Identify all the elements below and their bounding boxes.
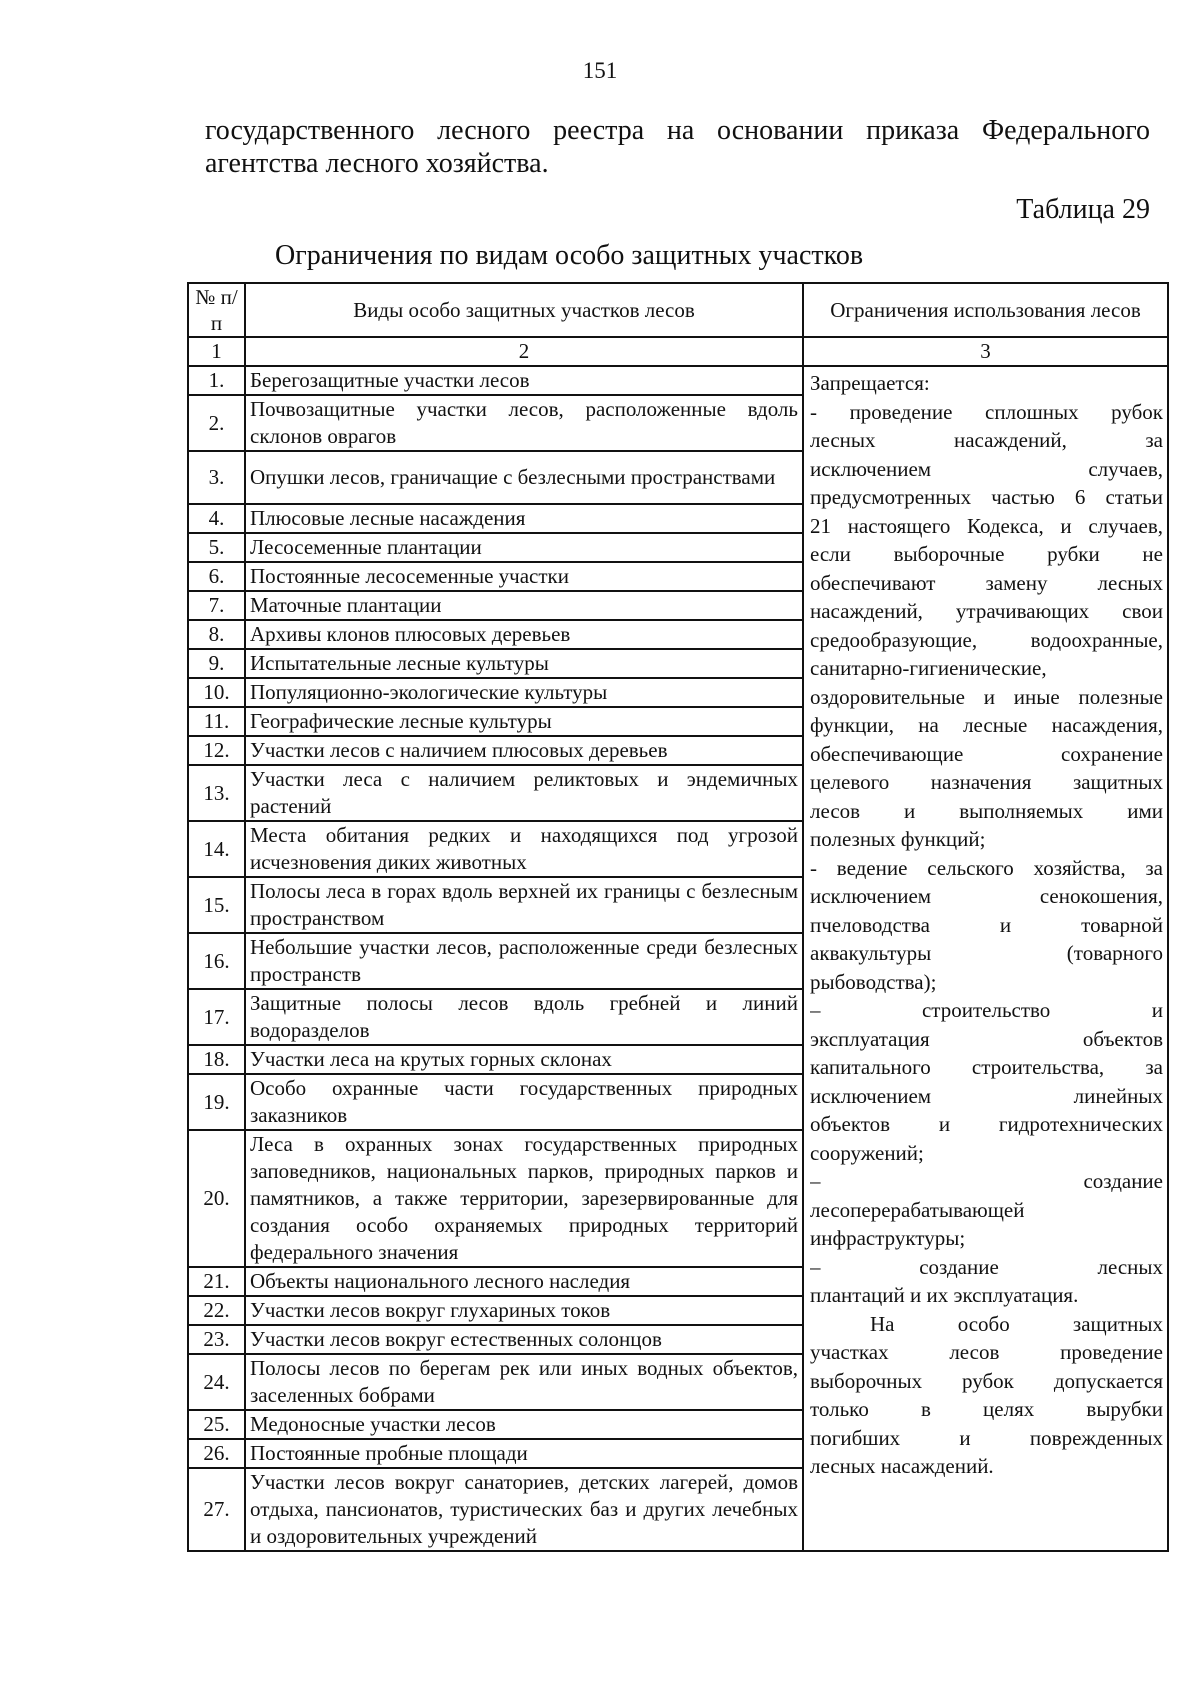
row-number: 20. <box>188 1130 245 1267</box>
restriction-text-line: целевого назначения защитных <box>810 770 1163 794</box>
restriction-text-line: - проведение сплошных рубок <box>810 399 1163 424</box>
row-number: 21. <box>188 1267 245 1296</box>
restriction-text-line: исключением линейных <box>810 1083 1163 1108</box>
row-number: 27. <box>188 1468 245 1551</box>
restriction-text-line: капитального строительства, за <box>810 1055 1163 1079</box>
row-number: 17. <box>188 989 245 1045</box>
restriction-text-line: Запрещается: <box>810 371 930 395</box>
restriction-text-line: санитарно-гигиенические, <box>810 656 1047 680</box>
header-num: № п/п <box>188 283 245 337</box>
row-number: 1. <box>188 366 245 395</box>
protected-area-type: Объекты национального лесного наследия <box>245 1267 803 1296</box>
protected-area-type: Участки леса на крутых горных склонах <box>245 1045 803 1074</box>
protected-area-type: Полосы лесов по берегам рек или иных водных объектов, заселенных бобрами <box>245 1354 803 1410</box>
row-number: 7. <box>188 591 245 620</box>
restriction-text-line: предусмотренных частью 6 статьи <box>810 485 1163 509</box>
protected-area-type: Особо охранные части государственных природных заказников <box>245 1074 803 1130</box>
table-title: Ограничения по видам особо защитных участков <box>275 240 864 271</box>
table-header-row <box>188 283 1168 337</box>
protected-area-type: Постоянные пробные площади <box>245 1439 803 1468</box>
table-row <box>188 366 1168 395</box>
restriction-text-line: насаждений, утрачивающих свои <box>810 599 1163 623</box>
protected-area-type: Испытательные лесные культуры <box>245 649 803 678</box>
protected-area-type: Опушки лесов, граничащие с безлесными пространствами <box>245 451 803 504</box>
protected-area-type: Медоносные участки лесов <box>245 1410 803 1439</box>
protected-area-type: Участки лесов с наличием плюсовых деревьев <box>245 736 803 765</box>
table-label: Таблица 29 <box>1016 194 1150 225</box>
protected-area-type: Географические лесные культуры <box>245 707 803 736</box>
row-number: 19. <box>188 1074 245 1130</box>
restriction-text-line: рыбоводства); <box>810 969 937 994</box>
restriction-text-line: выборочных рубок допускается <box>810 1368 1163 1393</box>
protected-area-type: Участки лесов вокруг естественных солонцов <box>245 1325 803 1354</box>
column-index: 2 <box>245 337 803 366</box>
row-number: 14. <box>188 821 245 877</box>
protected-area-type: Небольшие участки лесов, расположенные среди безлесных пространств <box>245 933 803 989</box>
row-number: 22. <box>188 1296 245 1325</box>
restriction-text-line: На особо защитных <box>870 1311 1163 1336</box>
restriction-text-line: если выборочные рубки не <box>810 542 1163 566</box>
row-number: 25. <box>188 1410 245 1439</box>
row-number: 4. <box>188 504 245 533</box>
restriction-text-line: лесоперерабатывающей <box>810 1197 1025 1222</box>
protected-area-type: Плюсовые лесные насаждения <box>245 504 803 533</box>
restriction-text-line: лесов и выполняемых ими <box>810 798 1163 823</box>
row-number: 6. <box>188 562 245 591</box>
protected-area-type: Места обитания редких и находящихся под угрозой исчезновения диких животных <box>245 821 803 877</box>
restriction-text-line: пчеловодства и товарной <box>810 912 1163 937</box>
restriction-text-line: – строительство и <box>810 998 1163 1022</box>
restriction-text-line: средообразующие, водоохранные, <box>810 627 1163 652</box>
protected-area-type: Участки лесов вокруг глухариных токов <box>245 1296 803 1325</box>
restriction-text-line: функции, на лесные насаждения, <box>810 713 1163 737</box>
intro-paragraph: государственного лесного реестра на основании приказа Федерального агентства лесного хозяйства. <box>205 115 1150 179</box>
protected-area-type: Архивы клонов плюсовых деревьев <box>245 620 803 649</box>
restriction-text-line: исключением сенокошения, <box>810 884 1163 908</box>
row-number: 23. <box>188 1325 245 1354</box>
restriction-text-line: инфраструктуры; <box>810 1226 966 1250</box>
restriction-text-line: участках лесов проведение <box>810 1340 1163 1364</box>
protected-area-type: Лесосеменные плантации <box>245 533 803 562</box>
column-index: 3 <box>803 337 1168 366</box>
row-number: 3. <box>188 451 245 504</box>
restrictions-table <box>187 282 1169 1552</box>
restriction-text-line: лесных насаждений. <box>810 1454 994 1478</box>
column-index: 1 <box>188 337 245 366</box>
protected-area-type: Почвозащитные участки лесов, расположенные вдоль склонов оврагов <box>245 395 803 451</box>
restriction-text-line: – создание <box>810 1169 1163 1193</box>
row-number: 18. <box>188 1045 245 1074</box>
row-number: 9. <box>188 649 245 678</box>
row-number: 10. <box>188 678 245 707</box>
row-number: 26. <box>188 1439 245 1468</box>
header-type: Виды особо защитных участков лесов <box>245 283 803 337</box>
header-restrictions: Ограничения использования лесов <box>803 283 1168 337</box>
restriction-text-line: - ведение сельского хозяйства, за <box>810 855 1163 880</box>
restriction-text-line: погибших и поврежденных <box>810 1425 1163 1450</box>
restriction-text-line: эксплуатация объектов <box>810 1026 1163 1051</box>
row-number: 11. <box>188 707 245 736</box>
page-number: 151 <box>582 58 618 83</box>
row-number: 12. <box>188 736 245 765</box>
protected-area-type: Маточные плантации <box>245 591 803 620</box>
protected-area-type: Леса в охранных зонах государственных природных заповедников, национальных парков, природных парков и памятников, а также территории, зарезервированные для создания особо охраняемых природных территорий федерального значения <box>245 1130 803 1267</box>
restriction-text-line: плантаций и их эксплуатация. <box>810 1283 1079 1307</box>
protected-area-type: Берегозащитные участки лесов <box>245 366 803 395</box>
restriction-text-line: оздоровительные и иные полезные <box>810 684 1163 709</box>
restriction-text-line: полезных функций; <box>810 827 986 851</box>
restriction-text-line: 21 настоящего Кодекса, и случаев, <box>810 513 1163 538</box>
row-number: 2. <box>188 395 245 451</box>
row-number: 15. <box>188 877 245 933</box>
protected-area-type: Участки лесов вокруг санаториев, детских лагерей, домов отдыха, пансионатов, туристических баз и других лечебных и оздоровительных учреждений <box>245 1468 803 1551</box>
table-body <box>188 366 1168 1551</box>
restriction-text-line: – создание лесных <box>810 1254 1163 1279</box>
protected-area-type: Участки леса с наличием реликтовых и эндемичных растений <box>245 765 803 821</box>
row-number: 8. <box>188 620 245 649</box>
restriction-text-line: обеспечивающие сохранение <box>810 741 1163 766</box>
restriction-text-line: сооружений; <box>810 1140 924 1165</box>
restriction-text-line: объектов и гидротехнических <box>810 1112 1163 1136</box>
restriction-text-line: лесных насаждений, за <box>810 428 1163 452</box>
restriction-text-line: исключением случаев, <box>810 456 1163 481</box>
restriction-text-line: обеспечивают замену лесных <box>810 570 1163 595</box>
protected-area-type: Защитные полосы лесов вдоль гребней и линий водоразделов <box>245 989 803 1045</box>
protected-area-type: Постоянные лесосеменные участки <box>245 562 803 591</box>
restrictions-cell <box>803 366 1168 1551</box>
protected-area-type: Полосы леса в горах вдоль верхней их границы с безлесным пространством <box>245 877 803 933</box>
protected-area-type: Популяционно-экологические культуры <box>245 678 803 707</box>
restriction-text-line: только в целях вырубки <box>810 1397 1163 1421</box>
row-number: 13. <box>188 765 245 821</box>
row-number: 5. <box>188 533 245 562</box>
restriction-text-line: аквакультуры (товарного <box>810 941 1163 965</box>
column-index-row <box>188 337 1168 366</box>
row-number: 24. <box>188 1354 245 1410</box>
row-number: 16. <box>188 933 245 989</box>
